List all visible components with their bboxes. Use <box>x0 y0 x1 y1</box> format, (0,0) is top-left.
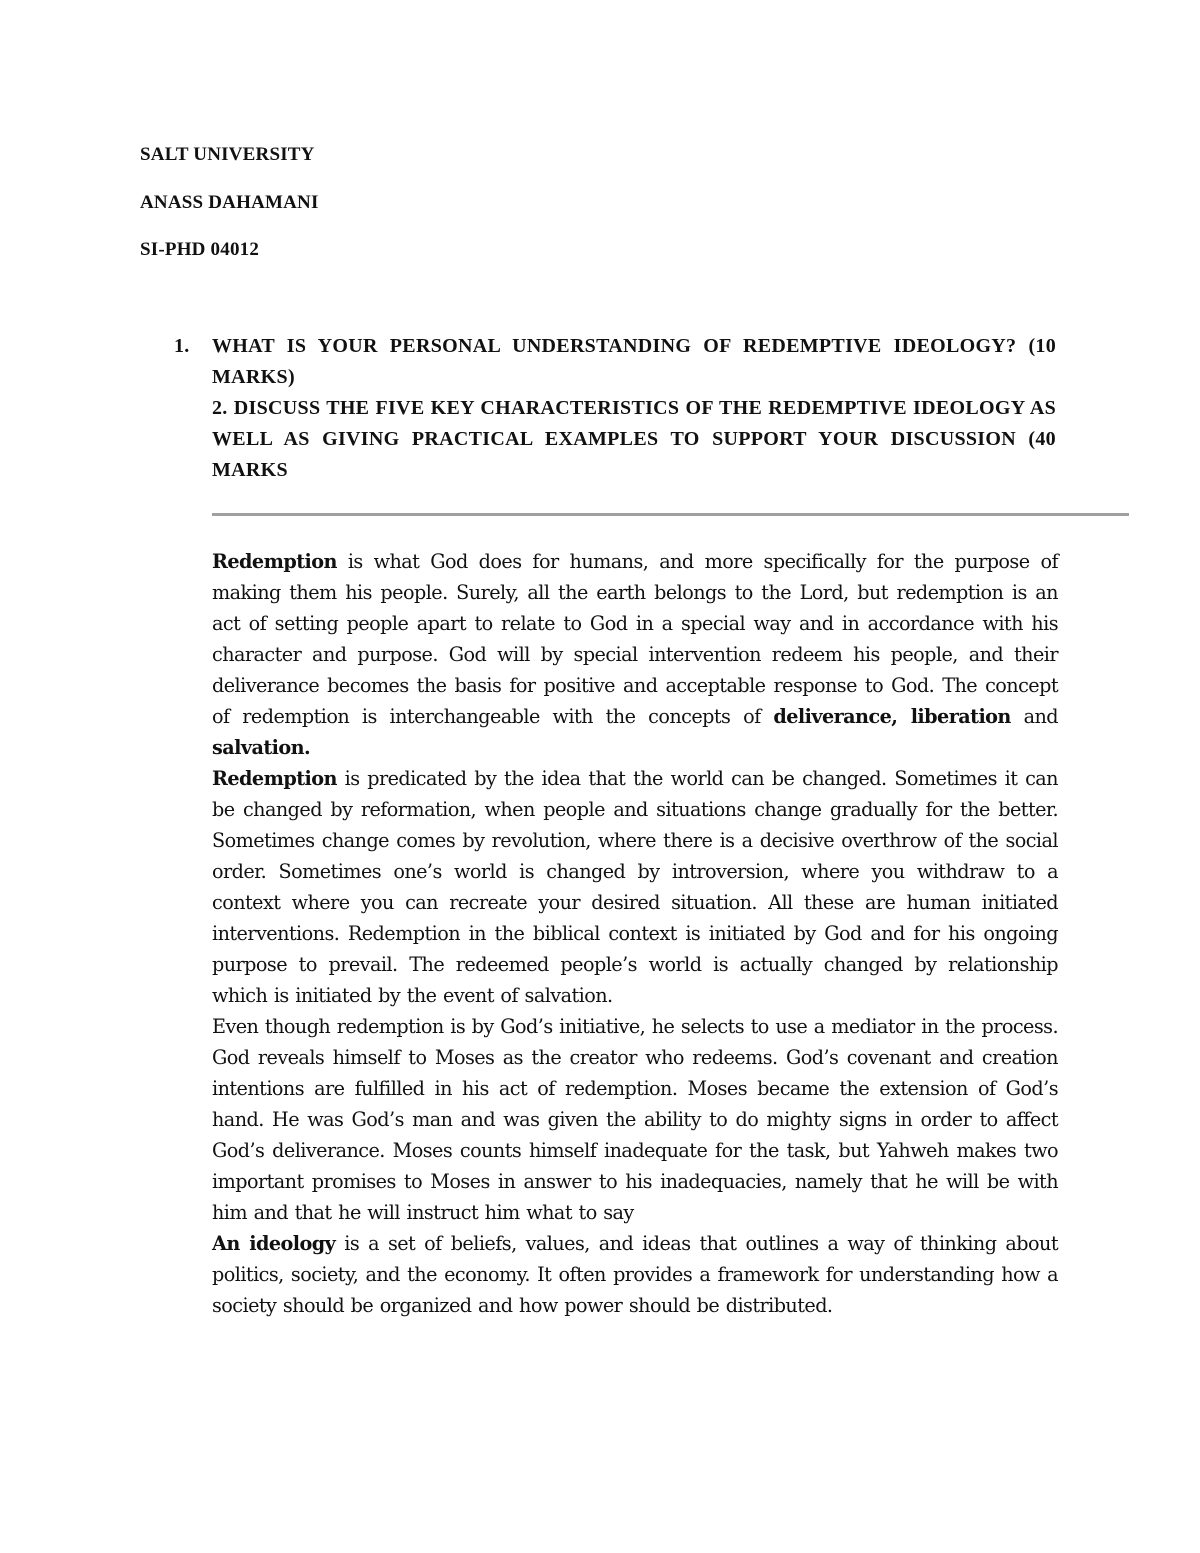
paragraph-mediator: Even though redemption is by God’s initiative, he selects to use a mediator in the process. God reveals himself to Moses as the creator who redeems. God’s covenant and creation intentions are fulfilled in his act of redemption. Moses became the extension of God’s hand. He was God’s man and was given the ability to do mighty signs in order to affect God’s deliverance. Moses counts himself inadequate for the task, but Yahweh makes two important promises to Moses in answer to his inadequacies, namely that he will be with him and that he will instruct him what to say <box>212 1015 1058 1224</box>
paragraph-redemption-change <box>212 763 1058 1011</box>
paragraph-text: is what God does for humans, and more specifically for the purpose of making them his people. Surely, all the earth belongs to the Lord, but redemption is an act of setting people apart to relate to God in a special way and in accordance with his character and purpose. God will by special intervention redeem his people, and their deliverance becomes the basis for positive and acceptable response to God. The concept of redemption is interchangeable with the concepts of <box>212 550 1058 728</box>
question-1-marks: (10 MARKS) <box>212 335 1056 388</box>
paragraph-redemption-definition <box>212 546 1058 763</box>
term-redemption: Redemption <box>212 550 337 573</box>
question-2: 2. DISCUSS THE FIVE KEY CHARACTERISTICS OF THE REDEMPTIVE IDEOLOGY AS WELL AS GIVING PRACTICAL EXAMPLES TO SUPPORT YOUR DISCUSSION (40 MARKS <box>212 397 1056 481</box>
conjunction-text: and <box>1010 705 1059 728</box>
paragraph-text: is a set of beliefs, values, and ideas that outlines a way of thinking about politics, society, and the economy. It often provides a framework for understanding how a society should be organized and how power should be distributed. <box>212 1232 1058 1317</box>
student-id: SI-PHD 04012 <box>140 239 260 260</box>
question-1-text: WHAT IS YOUR PERSONAL UNDERSTANDING OF REDEMPTIVE IDEOLOGY? <box>212 335 1017 357</box>
paragraph-ideology-definition <box>212 1228 1058 1321</box>
term-salvation: salvation. <box>212 736 311 759</box>
questions-block <box>174 331 1056 486</box>
term-ideology: An ideology <box>212 1232 336 1255</box>
term-deliverance-liberation: deliverance, liberation <box>773 705 1011 728</box>
institution-name: SALT UNIVERSITY <box>140 144 315 165</box>
paragraph-text: is predicated by the idea that the world can be changed. Sometimes it can be changed by reformation, when people and situations change gradually for the better. Sometimes change comes by revolution, where there is a decisive overthrow of the social order. Sometimes one’s world is changed by introversion, where you withdraw to a context where you can recreate your desired situation. All these are human initiated interventions. Redemption in the biblical context is initiated by God and for his ongoing purpose to prevail. The redeemed people’s world is actually changed by relationship which is initiated by the event of salvation. <box>212 767 1058 1007</box>
question-1 <box>212 331 1056 393</box>
question-1-number: 1. <box>174 335 190 357</box>
term-redemption: Redemption <box>212 767 337 790</box>
section-divider <box>212 513 1129 516</box>
student-name: ANASS DAHAMANI <box>140 192 319 213</box>
answer-body <box>212 546 1058 1321</box>
